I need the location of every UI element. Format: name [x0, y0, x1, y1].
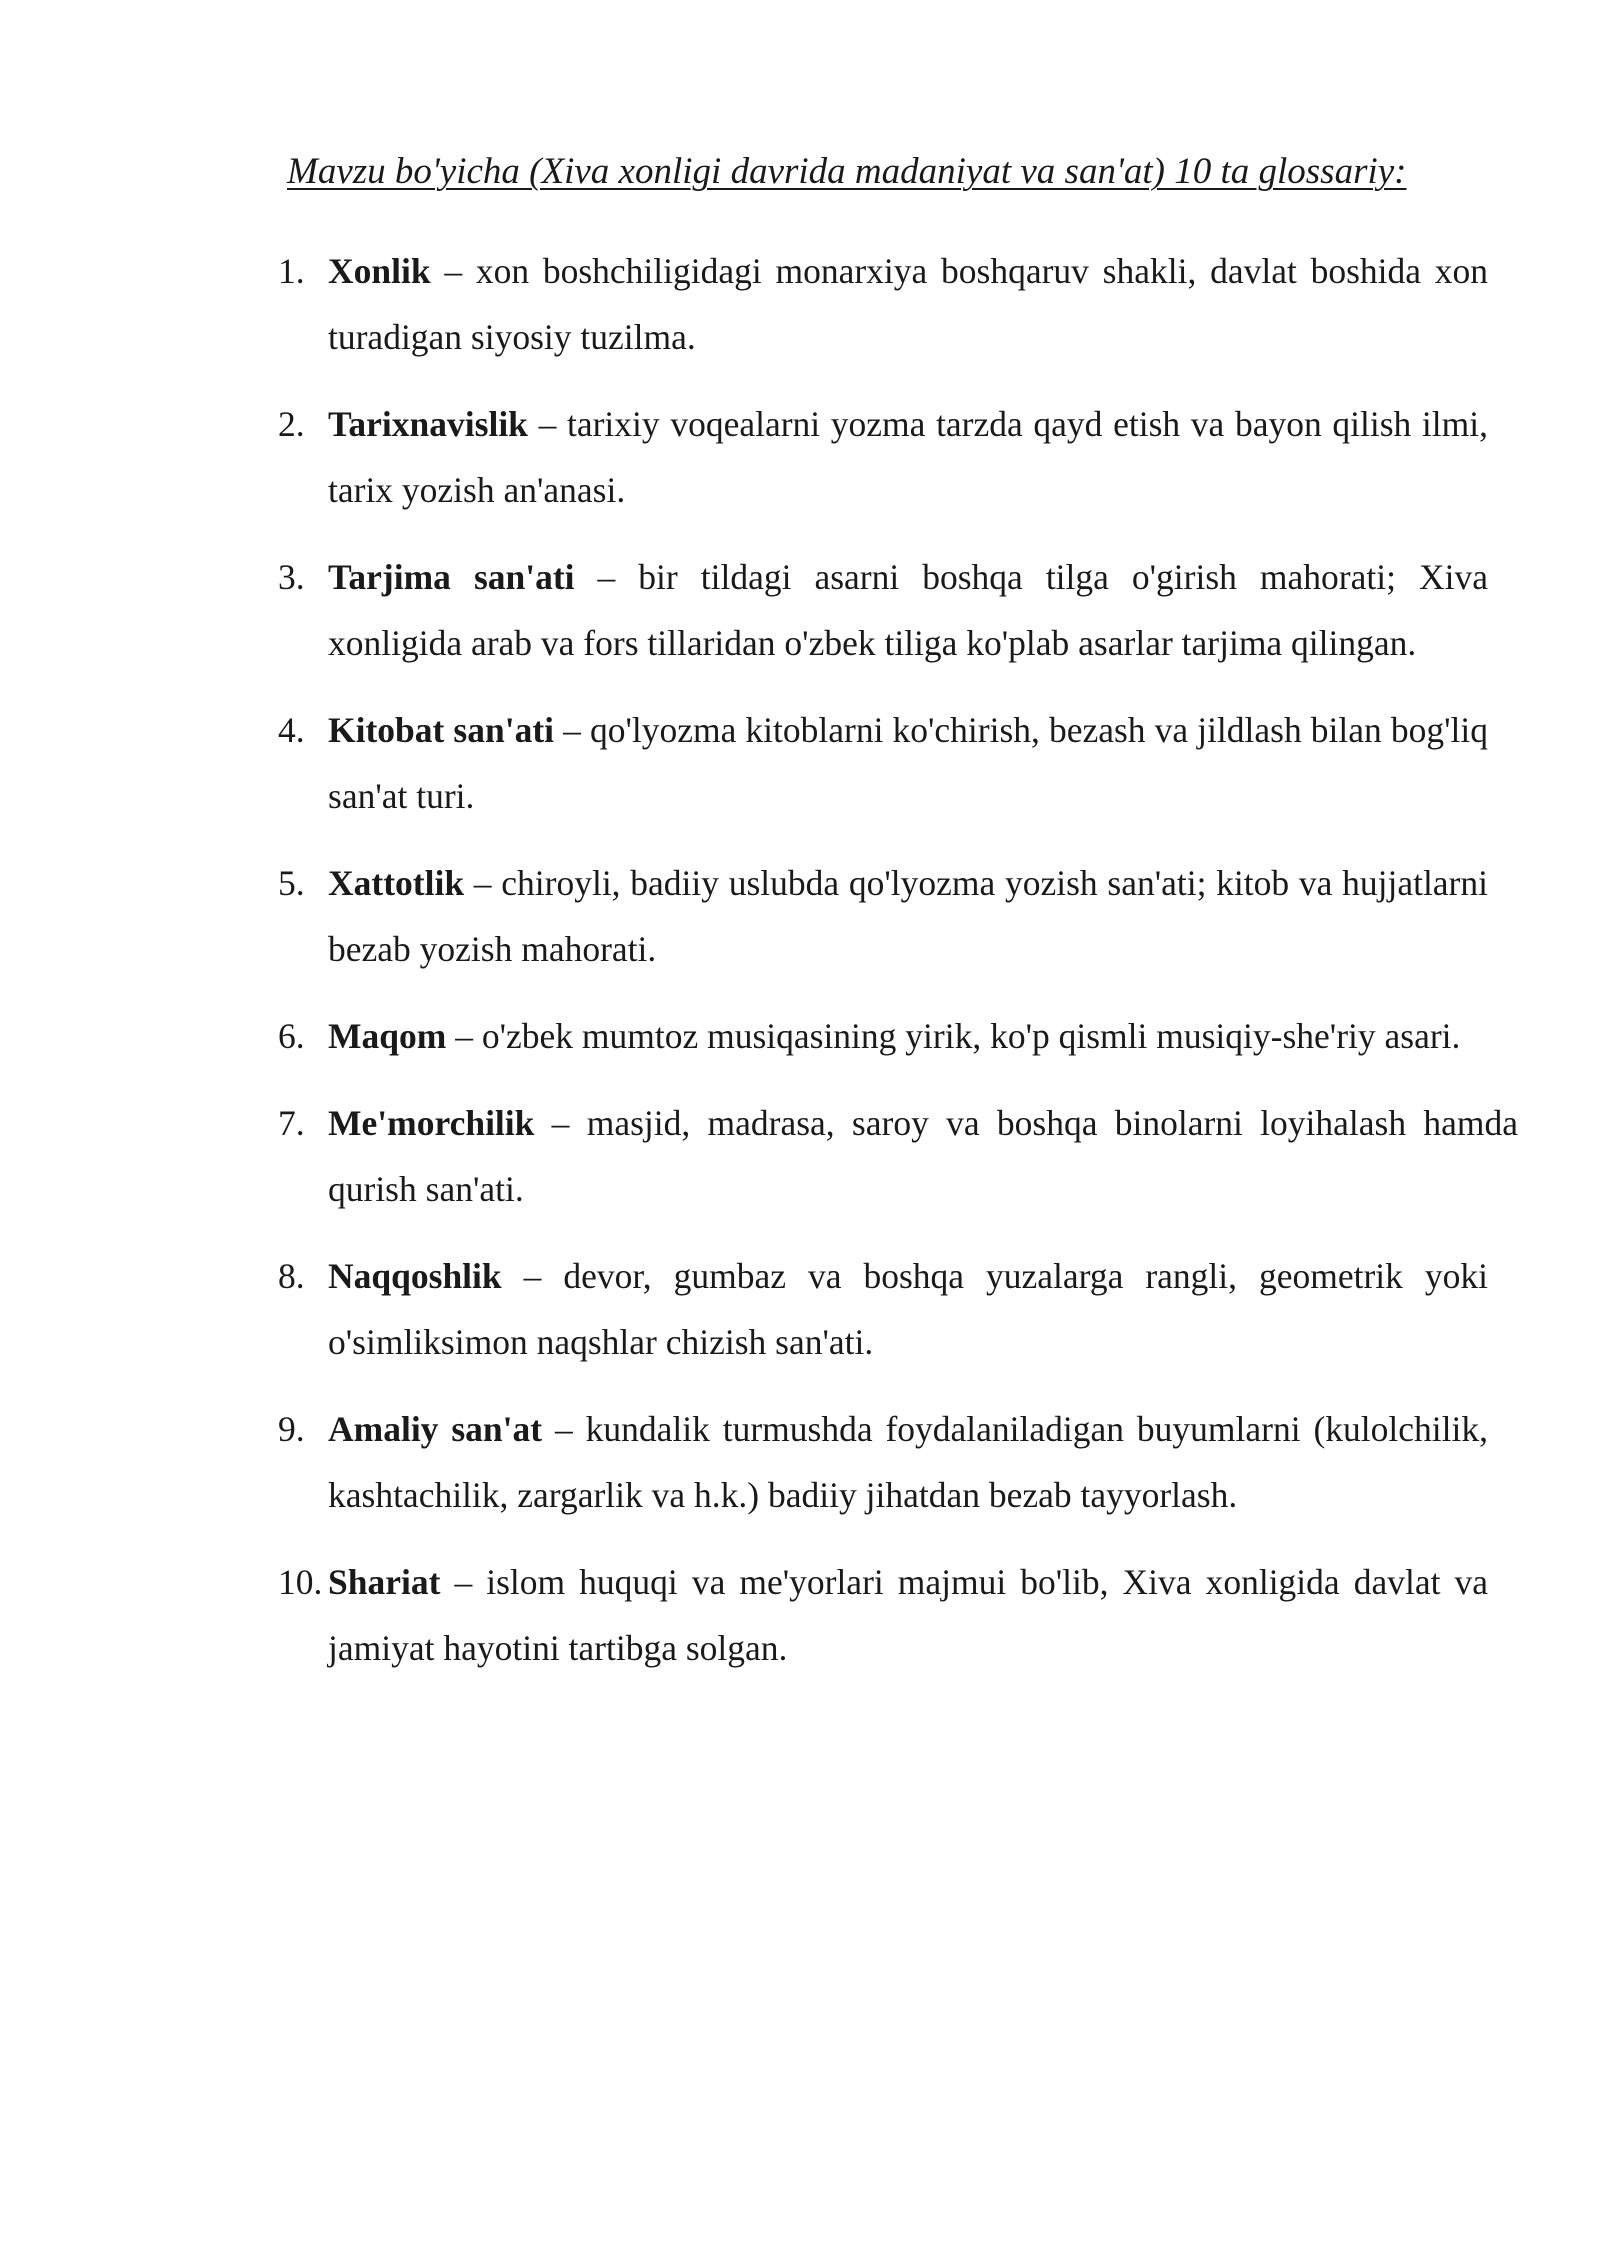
glossary-definition: – o'zbek mumtoz musiqasining yirik, ko'p qismli musiqiy-she'riy asari. [446, 1016, 1461, 1056]
glossary-definition: – qo'lyozma kitoblarni ko'chirish, bezash va jildlash bilan bog'liq san'at turi. [328, 710, 1488, 816]
glossary-term: Tarixnavislik [328, 404, 528, 444]
list-item [270, 238, 1488, 370]
item-number: 5. [278, 863, 305, 903]
glossary-term: Shariat [328, 1562, 441, 1602]
item-number: 3. [278, 557, 305, 597]
glossary-list [270, 238, 1518, 1702]
list-item [270, 1003, 1488, 1069]
item-number: 1. [278, 251, 305, 291]
item-number: 9. [278, 1409, 305, 1449]
list-item [270, 1090, 1518, 1222]
glossary-definition: – masjid, madrasa, saroy va boshqa binolarni loyihalash hamda qurish san'ati. [328, 1103, 1518, 1209]
list-item [270, 1549, 1488, 1681]
glossary-definition: – chiroyli, badiiy uslubda qo'lyozma yozish san'ati; kitob va hujjatlarni bezab yozish mahorati. [328, 863, 1488, 969]
glossary-term: Tarjima san'ati [328, 557, 575, 597]
glossary-definition: – xon boshchiligidagi monarxiya boshqaruv shakli, davlat boshida xon turadigan siyosiy tuzilma. [328, 251, 1488, 357]
item-number: 8. [278, 1256, 305, 1296]
list-item [270, 1243, 1488, 1375]
glossary-definition: – islom huquqi va me'yorlari majmui bo'lib, Xiva xonligida davlat va jamiyat hayotini tartibga solgan. [328, 1562, 1488, 1668]
list-item [270, 544, 1488, 676]
item-number: 7. [278, 1103, 305, 1143]
glossary-term: Amaliy san'at [328, 1409, 543, 1449]
item-number: 6. [278, 1016, 305, 1056]
list-item [270, 697, 1488, 829]
item-number: 4. [278, 710, 305, 750]
glossary-definition: – tarixiy voqealarni yozma tarzda qayd etish va bayon qilish ilmi, tarix yozish an'anasi. [328, 404, 1488, 510]
page-title: Mavzu bo'yicha (Xiva xonligi davrida madaniyat va san'at) 10 ta glossariy: [287, 151, 1407, 192]
glossary-definition: – kundalik turmushda foydalaniladigan buyumlarni (kulolchilik, kashtachilik, zargarlik va h.k.) badiiy jihatdan bezab tayyorlash. [328, 1409, 1488, 1515]
glossary-term: Me'morchilik [328, 1103, 535, 1143]
glossary-term: Kitobat san'ati [328, 710, 555, 750]
glossary-term: Xonlik [328, 251, 431, 291]
list-item [270, 391, 1488, 523]
glossary-definition: – devor, gumbaz va boshqa yuzalarga rangli, geometrik yoki o'simliksimon naqshlar chizish san'ati. [328, 1256, 1488, 1362]
glossary-definition: – bir tildagi asarni boshqa tilga o'girish mahorati; Xiva xonligida arab va fors tillaridan o'zbek tiliga ko'plab asarlar tarjima qilingan. [328, 557, 1488, 663]
list-item [270, 1396, 1488, 1528]
glossary-term: Xattotlik [328, 863, 465, 903]
item-number: 2. [278, 404, 305, 444]
item-number: 10. [278, 1562, 323, 1602]
glossary-term: Naqqoshlik [328, 1256, 502, 1296]
glossary-term: Maqom [328, 1016, 447, 1056]
list-item [270, 850, 1488, 982]
